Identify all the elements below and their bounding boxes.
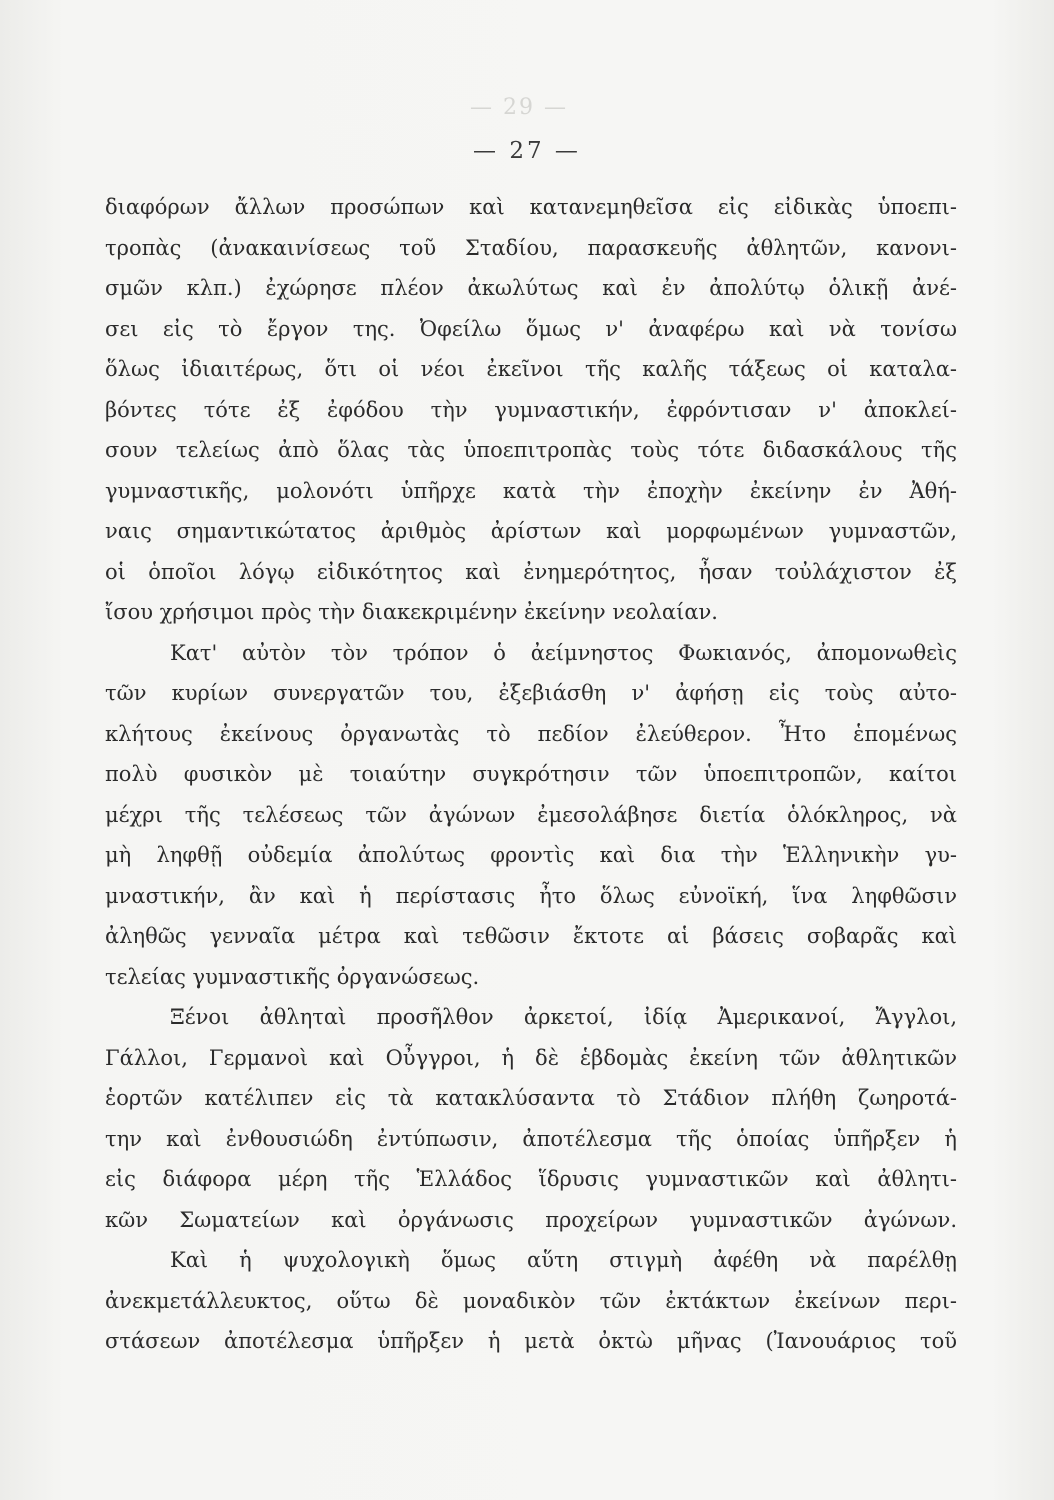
text-line: ἀνεκμετάλλευκτος, οὕτω δὲ μοναδικὸν τῶν ἐκτάκτων ἐκείνων περι- — [105, 1288, 957, 1313]
text-line: Κατ' αὐτὸν τὸν τρόπον ὁ ἀείμνηστος Φωκιανός, ἀπομονωθεὶς — [170, 640, 957, 665]
text-line: στάσεων ἀποτέλεσμα ὑπῆρξεν ἡ μετὰ ὀκτὼ μῆνας (Ἰανουάριος τοῦ — [105, 1329, 957, 1353]
text-line: σει εἰς τὸ ἔργον της. Ὀφείλω ὅμως ν' ἀναφέρω καὶ νὰ τονίσω — [105, 316, 957, 341]
text-line: ναις σημαντικώτατος ἀριθμὸς ἀρίστων καὶ μορφωμένων γυμναστῶν, — [105, 519, 957, 543]
text-line: σμῶν κλπ.) ἐχώρησε πλέον ἀκωλύτως καὶ ἐν ἀπολύτῳ ὁλικῇ ἀνέ- — [105, 276, 957, 300]
text-line: βόντες τότε ἐξ ἐφόδου τὴν γυμναστικήν, ἐφρόντισαν ν' ἀποκλεί- — [105, 397, 957, 422]
text-line: πολὺ φυσικὸν μὲ τοιαύτην συγκρότησιν τῶν ὑποεπιτροπῶν, καίτοι — [105, 762, 957, 786]
text-line: ἴσου χρήσιμοι πρὸς τὴν διακεκριμένην ἐκείνην νεολαίαν. — [105, 600, 718, 624]
text-line: μναστικήν, ἂν καὶ ἡ περίστασις ἦτο ὅλως εὐνοϊκή, ἵνα ληφθῶσιν — [105, 883, 957, 908]
body-text — [105, 187, 957, 1353]
text-line: τῶν κυρίων συνεργατῶν του, ἐξεβιάσθη ν' ἀφήσῃ εἰς τοὺς αὐτο- — [105, 681, 957, 705]
bleed-through-page-number: — 29 — — [470, 95, 568, 120]
text-line: κλήτους ἐκείνους ὀργανωτὰς τὸ πεδίον ἐλεύθερον. Ἦτο ἑπομένως — [105, 721, 957, 746]
text-line: κῶν Σωματείων καὶ ὀργάνωσις προχείρων γυμναστικῶν ἀγώνων. — [105, 1207, 957, 1232]
page-number: — 27 — — [473, 138, 581, 164]
text-line: Καὶ ἡ ψυχολογικὴ ὅμως αὕτη στιγμὴ ἀφέθη νὰ παρέλθῃ — [170, 1248, 957, 1272]
text-line: ἀληθῶς γενναῖα μέτρα καὶ τεθῶσιν ἔκτοτε αἱ βάσεις σοβαρᾶς καὶ — [105, 924, 957, 948]
text-line: μὴ ληφθῇ οὐδεμία ἀπολύτως φροντὶς καὶ δια τὴν Ἑλληνικὴν γυ- — [105, 843, 957, 867]
text-line: τροπὰς (ἀνακαινίσεως τοῦ Σταδίου, παρασκευῆς ἀθλητῶν, κανονι- — [105, 235, 957, 260]
text-line: τελείας γυμναστικῆς ὀργανώσεως. — [105, 964, 480, 989]
text-line: εἰς διάφορα μέρη τῆς Ἑλλάδος ἵδρυσις γυμναστικῶν καὶ ἀθλητι- — [105, 1167, 957, 1191]
text-line: μέχρι τῆς τελέσεως τῶν ἀγώνων ἐμεσολάβησε διετία ὁλόκληρος, νὰ — [105, 802, 957, 827]
text-line: Ξένοι ἀθληταὶ προσῆλθον ἀρκετοί, ἰδίᾳ Ἀμερικανοί, Ἄγγλοι, — [170, 1005, 957, 1029]
text-line: σουν τελείως ἀπὸ ὅλας τὰς ὑποεπιτροπὰς τοὺς τότε διδασκάλους τῆς — [105, 438, 957, 462]
text-line: οἱ ὁποῖοι λόγῳ εἰδικότητος καὶ ἐνημερότητος, ἦσαν τοὐλάχιστον ἐξ — [105, 559, 957, 584]
text-line: Γάλλοι, Γερμανοὶ καὶ Οὖγγροι, ἡ δὲ ἑβδομὰς ἐκείνη τῶν ἀθλητικῶν — [105, 1045, 957, 1070]
text-line: ὅλως ἰδιαιτέρως, ὅτι οἱ νέοι ἐκεῖνοι τῆς καλῆς τάξεως οἱ καταλα- — [105, 357, 957, 381]
text-line: την καὶ ἐνθουσιώδη ἐντύπωσιν, ἀποτέλεσμα τῆς ὁποίας ὑπῆρξεν ἡ — [105, 1126, 957, 1151]
text-line: ἑορτῶν κατέλιπεν εἰς τὰ κατακλύσαντα τὸ Στάδιον πλήθη ζωηροτά- — [105, 1086, 957, 1110]
text-line: διαφόρων ἄλλων προσώπων καὶ κατανεμηθεῖσα εἰς εἰδικὰς ὑποεπι- — [105, 195, 957, 219]
text-line: γυμναστικῆς, μολονότι ὑπῆρχε κατὰ τὴν ἐποχὴν ἐκείνην ἐν Ἀθή- — [105, 478, 957, 503]
